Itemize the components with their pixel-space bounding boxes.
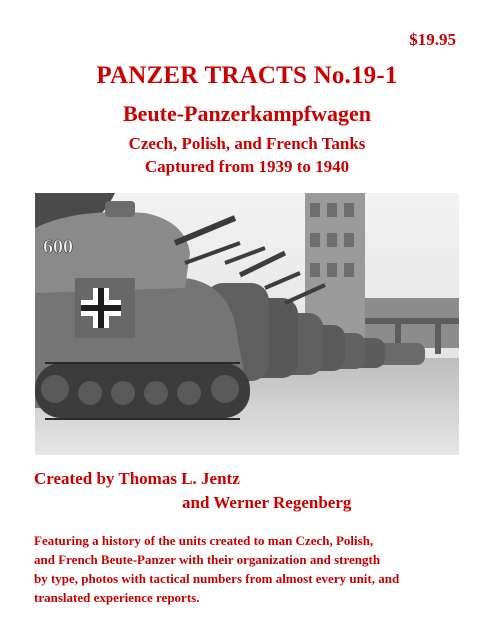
author-line-1: Created by Thomas L. Jentz bbox=[34, 469, 240, 488]
book-subtitle: Beute-Panzerkampfwagen bbox=[122, 101, 372, 126]
blurb-line: Featuring a history of the units created to man Czech, Polish, bbox=[34, 533, 374, 548]
book-title: PANZER TRACTS No.19-1 bbox=[96, 62, 398, 89]
subtitle-line-2: Captured from 1939 to 1940 bbox=[144, 157, 350, 176]
price-label: $19.95 bbox=[409, 30, 456, 49]
author-line-2: and Werner Regenberg bbox=[182, 493, 352, 512]
cover-photo bbox=[35, 193, 459, 455]
tank-column-photo bbox=[35, 193, 459, 455]
subtitle-line-1: Czech, Polish, and French Tanks bbox=[128, 134, 366, 153]
blurb-line: by type, photos with tactical numbers from almost every unit, and bbox=[34, 571, 400, 586]
description-blurb bbox=[34, 531, 464, 607]
blurb-line: and French Beute-Panzer with their organization and strength bbox=[34, 552, 381, 567]
turret-number: 600 bbox=[43, 236, 73, 258]
blurb-line: translated experience reports. bbox=[34, 590, 200, 605]
